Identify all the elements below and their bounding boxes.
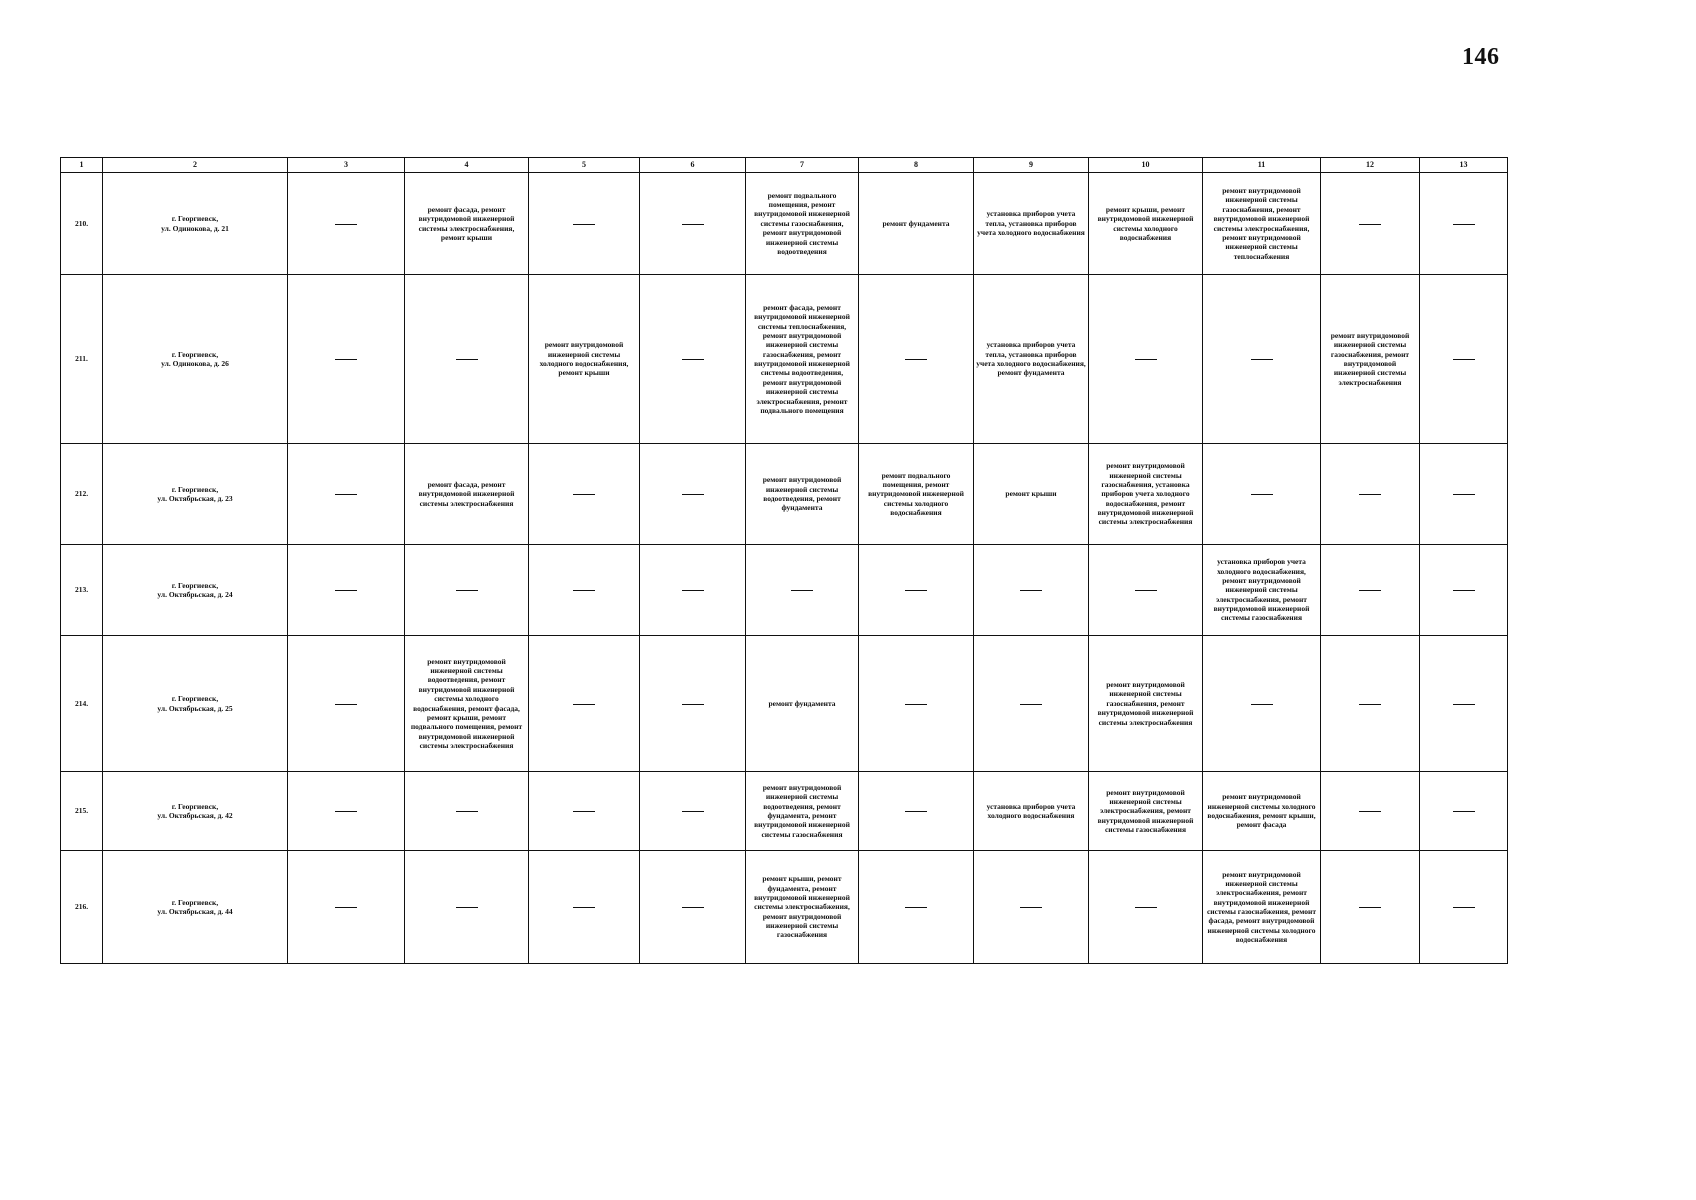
empty-cell	[1420, 275, 1508, 444]
dash-mark	[1020, 704, 1042, 705]
table-row	[61, 636, 1508, 772]
address-cell	[103, 636, 288, 772]
dash-mark	[456, 907, 478, 908]
empty-cell	[529, 851, 640, 964]
dash-mark	[1359, 590, 1381, 591]
dash-mark	[1453, 590, 1475, 591]
dash-mark	[682, 359, 704, 360]
dash-mark	[905, 907, 927, 908]
empty-cell	[1420, 636, 1508, 772]
table-row	[61, 275, 1508, 444]
row-number: 215.	[61, 772, 103, 851]
work-description-cell: ремонт внутридомовой инженерной системы газоснабжения, ремонт внутридомовой инженерной системы электроснабжения	[1089, 636, 1203, 772]
dash-mark	[1020, 907, 1042, 908]
dash-mark	[1251, 359, 1273, 360]
table-row	[61, 444, 1508, 545]
dash-mark	[456, 590, 478, 591]
col-header-1: 1	[61, 158, 103, 173]
empty-cell	[859, 275, 974, 444]
work-description-cell: ремонт внутридомовой инженерной системы электроснабжения, ремонт внутридомовой инженерной системы газоснабжения, ремонт фасада, ремонт внутридомовой инженерной системы холодного водоснабжения	[1203, 851, 1321, 964]
empty-cell	[640, 173, 746, 275]
work-description-cell: ремонт внутридомовой инженерной системы холодного водоснабжения, ремонт крыши	[529, 275, 640, 444]
empty-cell	[1420, 772, 1508, 851]
work-description-cell: ремонт внутридомовой инженерной системы водоотведения, ремонт фундамента	[746, 444, 859, 545]
work-description-cell: ремонт крыши, ремонт фундамента, ремонт внутридомовой инженерной системы электроснабжения, ремонт внутридомовой инженерной системы газоснабжения	[746, 851, 859, 964]
address-cell	[103, 772, 288, 851]
dash-mark	[1453, 494, 1475, 495]
dash-mark	[1453, 224, 1475, 225]
dash-mark	[1453, 704, 1475, 705]
work-description-cell: ремонт внутридомовой инженерной системы холодного водоснабжения, ремонт крыши, ремонт фасада	[1203, 772, 1321, 851]
empty-cell	[405, 772, 529, 851]
page-number: 146	[1462, 44, 1500, 70]
col-header-12: 12	[1321, 158, 1420, 173]
table-row	[61, 545, 1508, 636]
dash-mark	[335, 704, 357, 705]
empty-cell	[1321, 851, 1420, 964]
empty-cell	[288, 636, 405, 772]
table-row	[61, 851, 1508, 964]
dash-mark	[1359, 704, 1381, 705]
address-cell	[103, 545, 288, 636]
empty-cell	[529, 636, 640, 772]
dash-mark	[1453, 907, 1475, 908]
address-city: г. Георгиевск,	[171, 484, 219, 494]
empty-cell	[640, 636, 746, 772]
dash-mark	[335, 224, 357, 225]
work-description-cell: установка приборов учета холодного водоснабжения, ремонт внутридомовой инженерной системы электроснабжения, ремонт внутридомовой инженерной системы газоснабжения	[1203, 545, 1321, 636]
work-description-cell: ремонт фундамента	[746, 636, 859, 772]
dash-mark	[1135, 907, 1157, 908]
column-number-row	[61, 158, 1508, 173]
empty-cell	[529, 444, 640, 545]
empty-cell	[529, 545, 640, 636]
dash-mark	[573, 811, 595, 812]
empty-cell	[640, 851, 746, 964]
empty-cell	[1321, 444, 1420, 545]
dash-mark	[1020, 590, 1042, 591]
col-header-6: 6	[640, 158, 746, 173]
address-street: ул. Октябрьская, д. 42	[157, 811, 233, 820]
address-city: г. Георгиевск,	[171, 214, 219, 224]
empty-cell	[288, 173, 405, 275]
empty-cell	[974, 851, 1089, 964]
dash-mark	[791, 590, 813, 591]
work-description-cell: ремонт внутридомовой инженерной системы газоснабжения, установка приборов учета холодного водоснабжения, ремонт внутридомовой инженерной системы электроснабжения	[1089, 444, 1203, 545]
empty-cell	[859, 851, 974, 964]
empty-cell	[974, 545, 1089, 636]
work-description-cell: ремонт внутридомовой инженерной системы водоотведения, ремонт внутридомовой инженерной системы холодного водоснабжения, ремонт фасада, ремонт крыши, ремонт подвального помещения, ремонт внутридомовой инженерной системы электроснабжения	[405, 636, 529, 772]
empty-cell	[288, 772, 405, 851]
col-header-4: 4	[405, 158, 529, 173]
row-number: 214.	[61, 636, 103, 772]
dash-mark	[905, 811, 927, 812]
dash-mark	[456, 811, 478, 812]
col-header-11: 11	[1203, 158, 1321, 173]
dash-mark	[682, 494, 704, 495]
dash-mark	[1251, 704, 1273, 705]
dash-mark	[1359, 811, 1381, 812]
work-description-cell: ремонт крыши, ремонт внутридомовой инженерной системы холодного водоснабжения	[1089, 173, 1203, 275]
work-description-cell: установка приборов учета тепла, установка приборов учета холодного водоснабжения	[974, 173, 1089, 275]
address-city: г. Георгиевск,	[171, 349, 219, 359]
empty-cell	[1203, 444, 1321, 545]
dash-mark	[1359, 494, 1381, 495]
col-header-7: 7	[746, 158, 859, 173]
empty-cell	[974, 636, 1089, 772]
row-number: 211.	[61, 275, 103, 444]
dash-mark	[905, 359, 927, 360]
dash-mark	[456, 359, 478, 360]
work-description-cell: ремонт подвального помещения, ремонт внутридомовой инженерной системы газоснабжения, ремонт внутридомовой инженерной системы водоотведения	[746, 173, 859, 275]
row-number: 210.	[61, 173, 103, 275]
col-header-3: 3	[288, 158, 405, 173]
work-description-cell: установка приборов учета холодного водоснабжения	[974, 772, 1089, 851]
dash-mark	[573, 907, 595, 908]
empty-cell	[405, 545, 529, 636]
empty-cell	[746, 545, 859, 636]
empty-cell	[1420, 173, 1508, 275]
work-description-cell: ремонт фасада, ремонт внутридомовой инженерной системы электроснабжения, ремонт крыши	[405, 173, 529, 275]
empty-cell	[288, 545, 405, 636]
empty-cell	[859, 772, 974, 851]
address-street: ул. Октябрьская, д. 25	[157, 703, 233, 713]
address-city: г. Георгиевск,	[171, 897, 219, 907]
work-description-cell: ремонт внутридомовой инженерной системы электроснабжения, ремонт внутридомовой инженерной системы газоснабжения	[1089, 772, 1203, 851]
empty-cell	[288, 275, 405, 444]
dash-mark	[573, 494, 595, 495]
empty-cell	[640, 444, 746, 545]
dash-mark	[335, 907, 357, 908]
empty-cell	[1089, 275, 1203, 444]
work-description-cell: ремонт фундамента	[859, 173, 974, 275]
empty-cell	[288, 444, 405, 545]
col-header-5: 5	[529, 158, 640, 173]
dash-mark	[682, 811, 704, 812]
dash-mark	[682, 224, 704, 225]
dash-mark	[1453, 811, 1475, 812]
col-header-9: 9	[974, 158, 1089, 173]
empty-cell	[288, 851, 405, 964]
address-cell	[103, 444, 288, 545]
work-description-cell: ремонт внутридомовой инженерной системы газоснабжения, ремонт внутридомовой инженерной системы электроснабжения	[1321, 275, 1420, 444]
address-city: г. Георгиевск,	[171, 580, 219, 590]
empty-cell	[529, 772, 640, 851]
address-street: ул. Одинокова, д. 26	[161, 359, 229, 368]
empty-cell	[1420, 444, 1508, 545]
repair-schedule-table	[60, 157, 1508, 964]
empty-cell	[859, 636, 974, 772]
dash-mark	[682, 590, 704, 591]
dash-mark	[1251, 494, 1273, 495]
dash-mark	[1453, 359, 1475, 360]
address-city: г. Георгиевск,	[171, 694, 219, 704]
empty-cell	[640, 772, 746, 851]
empty-cell	[640, 545, 746, 636]
dash-mark	[573, 590, 595, 591]
dash-mark	[905, 704, 927, 705]
address-street: ул. Октябрьская, д. 23	[157, 494, 233, 503]
col-header-13: 13	[1420, 158, 1508, 173]
empty-cell	[1203, 636, 1321, 772]
empty-cell	[1321, 545, 1420, 636]
col-header-2: 2	[103, 158, 288, 173]
empty-cell	[529, 173, 640, 275]
address-cell	[103, 851, 288, 964]
dash-mark	[335, 590, 357, 591]
row-number: 212.	[61, 444, 103, 545]
address-cell	[103, 173, 288, 275]
empty-cell	[1420, 851, 1508, 964]
empty-cell	[1321, 636, 1420, 772]
dash-mark	[335, 811, 357, 812]
dash-mark	[335, 494, 357, 495]
dash-mark	[1359, 224, 1381, 225]
dash-mark	[682, 704, 704, 705]
table-row	[61, 173, 1508, 275]
table-row	[61, 772, 1508, 851]
empty-cell	[405, 275, 529, 444]
dash-mark	[1135, 359, 1157, 360]
empty-cell	[1321, 173, 1420, 275]
row-number: 213.	[61, 545, 103, 636]
row-number: 216.	[61, 851, 103, 964]
work-description-cell: ремонт фасада, ремонт внутридомовой инженерной системы теплоснабжения, ремонт внутридомовой инженерной системы газоснабжения, ремонт внутридомовой инженерной системы водоотведения, ремонт внутридомовой инженерной системы электроснабжения, ремонт подвального помещения	[746, 275, 859, 444]
work-description-cell: ремонт крыши	[974, 444, 1089, 545]
empty-cell	[1089, 851, 1203, 964]
dash-mark	[1135, 590, 1157, 591]
work-description-cell: ремонт фасада, ремонт внутридомовой инженерной системы электроснабжения	[405, 444, 529, 545]
empty-cell	[1420, 545, 1508, 636]
empty-cell	[1203, 275, 1321, 444]
work-description-cell: ремонт подвального помещения, ремонт внутридомовой инженерной системы холодного водоснабжения	[859, 444, 974, 545]
address-street: ул. Одинокова, д. 21	[161, 223, 229, 233]
empty-cell	[1089, 545, 1203, 636]
address-city: г. Георгиевск,	[171, 801, 219, 811]
col-header-8: 8	[859, 158, 974, 173]
dash-mark	[573, 704, 595, 705]
empty-cell	[859, 545, 974, 636]
dash-mark	[335, 359, 357, 360]
empty-cell	[405, 851, 529, 964]
col-header-10: 10	[1089, 158, 1203, 173]
dash-mark	[905, 590, 927, 591]
work-description-cell: установка приборов учета тепла, установка приборов учета холодного водоснабжения, ремонт фундамента	[974, 275, 1089, 444]
dash-mark	[573, 224, 595, 225]
address-street: ул. Октябрьская, д. 44	[157, 907, 233, 916]
work-description-cell: ремонт внутридомовой инженерной системы газоснабжения, ремонт внутридомовой инженерной системы электроснабжения, ремонт внутридомовой инженерной системы теплоснабжения	[1203, 173, 1321, 275]
dash-mark	[682, 907, 704, 908]
empty-cell	[1321, 772, 1420, 851]
work-description-cell: ремонт внутридомовой инженерной системы водоотведения, ремонт фундамента, ремонт внутридомовой инженерной системы газоснабжения	[746, 772, 859, 851]
address-cell	[103, 275, 288, 444]
empty-cell	[640, 275, 746, 444]
dash-mark	[1359, 907, 1381, 908]
address-street: ул. Октябрьская, д. 24	[157, 590, 233, 599]
